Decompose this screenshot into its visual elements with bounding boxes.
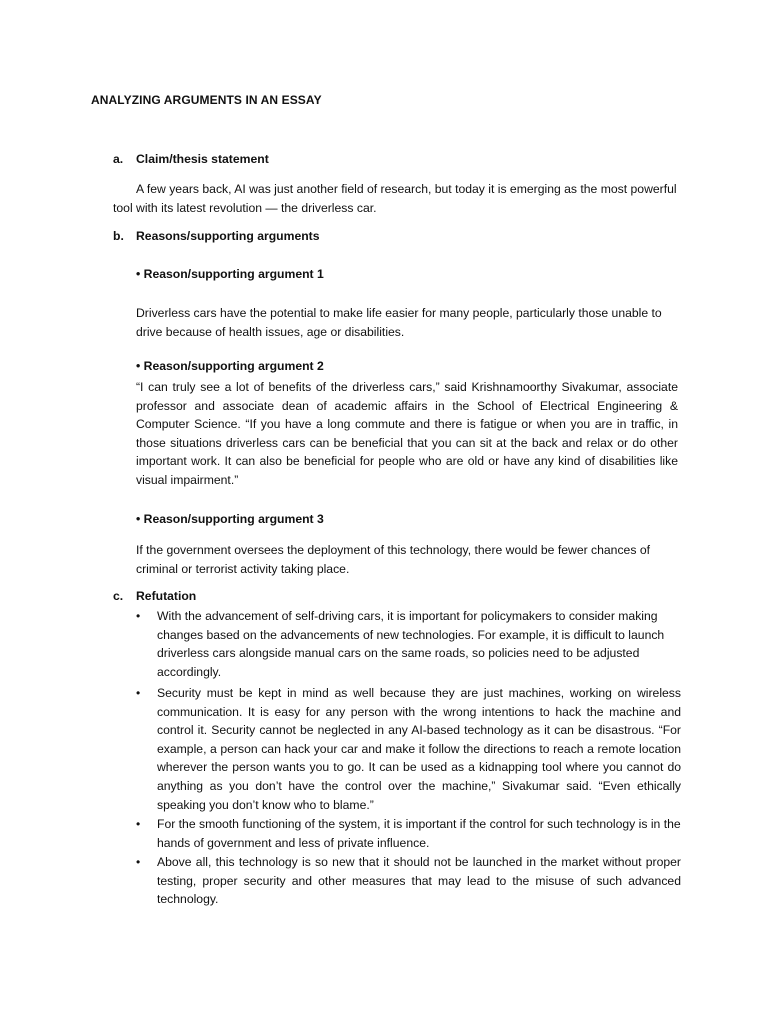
refutation-text: Above all, this technology is so new that it should not be launched in the market without proper testing, proper security and other measures that may lead to the misuse of such advanced technology. — [157, 855, 681, 907]
refutation-item — [136, 607, 681, 681]
refutation-text: With the advancement of self-driving cars, it is important for policymakers to consider making changes based on the advancements of new technologies. For example, it is difficult to launch driverless cars alongside manual cars on the same roads, so policies need to be adjusted accordingly. — [157, 609, 665, 679]
refutation-text: For the smooth functioning of the system, it is important if the control for such technology is in the hands of government and less of private influence. — [157, 817, 681, 850]
bullet-icon: • — [136, 855, 141, 869]
reason-2-text: “I can truly see a lot of benefits of the driverless cars,” said Krishnamoorthy Sivakumar, associate professor and associate dean of academic affairs in the School of Electrical Engineering & Computer Science. “If you have a long commute and there is fatigue or when you are in traffic, in those situations driverless cars can be beneficial that you can sit at the back and relax or do other important work. It can also be beneficial for people who are old or have any kind of disabilities like visual impairment.” — [136, 380, 678, 487]
section-b-heading: Reasons/supporting arguments — [136, 229, 320, 243]
section-b-letter: b. — [113, 229, 124, 243]
reason-1-heading: • Reason/supporting argument 1 — [136, 267, 324, 281]
reason-2-heading: • Reason/supporting argument 2 — [136, 359, 324, 373]
reason-1-text: Driverless cars have the potential to make life easier for many people, particularly those unable to drive because of health issues, age or disabilities. — [136, 306, 662, 339]
refutation-item — [136, 815, 681, 852]
reason-3-heading: • Reason/supporting argument 3 — [136, 512, 324, 526]
refutation-item — [136, 684, 681, 814]
refutation-item — [136, 853, 681, 909]
section-a-paragraph — [113, 180, 683, 217]
section-a-heading: Claim/thesis statement — [136, 152, 269, 166]
bullet-icon: • — [136, 609, 141, 623]
bullet-icon: • — [136, 686, 141, 700]
refutation-text: Security must be kept in mind as well because they are just machines, working on wireless communication. It is easy for any person with the wrong intentions to hack the machine and control it. Security cannot be neglected in any AI-based technology as it can be disastrous. “For example, a person can hack your car and make it follow the directions to reach a remote location wherever the person wants you to go. It can be used as a kidnapping tool where you cannot do anything as you don’t have the control over the machine,” Sivakumar said. “Even ethically speaking you don’t know who to blame.” — [157, 686, 681, 812]
section-a-text: A few years back, AI was just another field of research, but today it is emerging as the most powerful tool with its latest revolution — the driverless car. — [113, 182, 677, 215]
reason-3-text: If the government oversees the deployment of this technology, there would be fewer chances of criminal or terrorist activity taking place. — [136, 543, 650, 576]
document-title: ANALYZING ARGUMENTS IN AN ESSAY — [91, 93, 322, 107]
section-c-heading: Refutation — [136, 589, 197, 603]
section-c-letter: c. — [113, 589, 124, 603]
bullet-icon: • — [136, 817, 141, 831]
section-a-letter: a. — [113, 152, 124, 166]
